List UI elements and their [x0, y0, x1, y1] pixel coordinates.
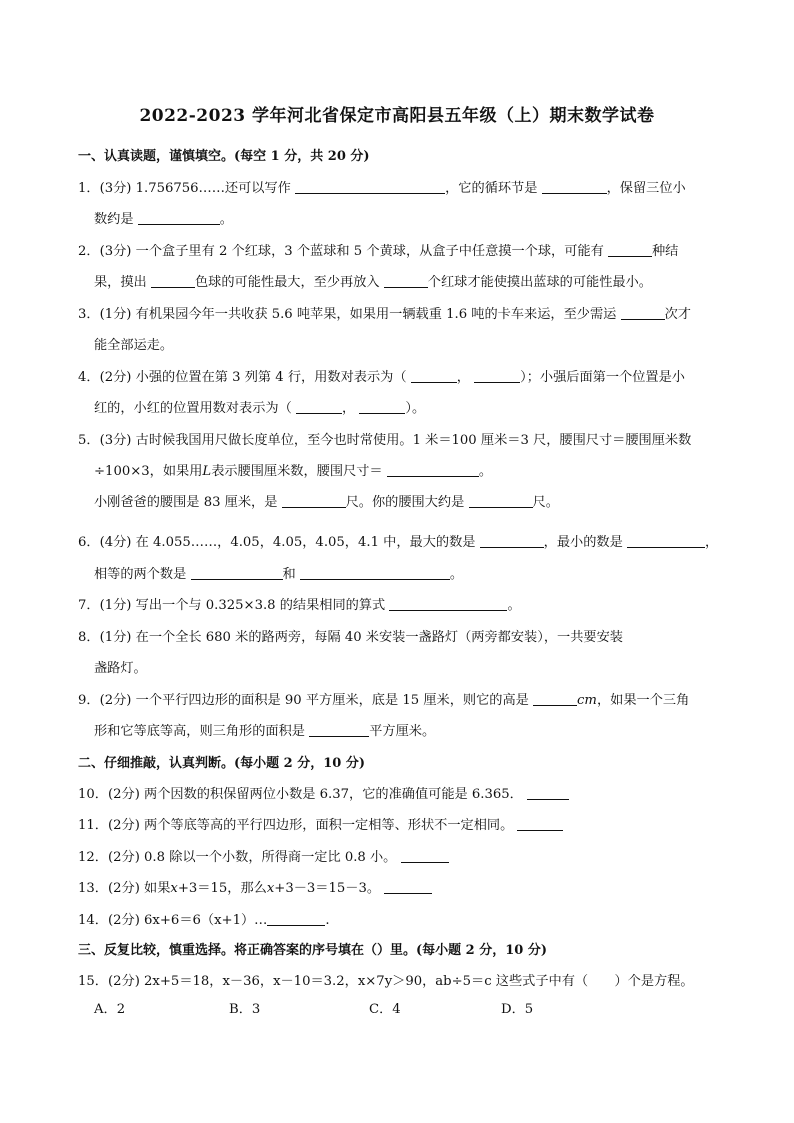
question-2: 2．(3分) 一个盒子里有 2 个红球，3 个蓝球和 5 个黄球，从盒子中任意摸一个球，可能有 种结 — [78, 244, 679, 259]
answer-blank[interactable] — [533, 692, 577, 706]
answer-blank[interactable] — [384, 274, 428, 288]
question-11: 11．(2分) 两个等底等高的平行四边形，面积一定相等、形状不一定相同。 — [78, 814, 728, 833]
answer-blank[interactable] — [387, 463, 479, 477]
question-6-cont: 相等的两个数是 和 。 — [94, 567, 464, 582]
answer-blank[interactable] — [138, 211, 220, 225]
answer-blank[interactable] — [309, 723, 369, 737]
answer-blank[interactable] — [517, 817, 563, 831]
question-7: 7．(1分) 写出一个与 0.325×3.8 的结果相同的算式 。 — [78, 598, 521, 613]
answer-blank[interactable] — [300, 566, 450, 580]
question-8-cont: 盏路灯。 — [94, 661, 147, 676]
question-5-cont: ÷100×3，如果用L表示腰围厘米数，腰围尺寸＝ 。 — [94, 464, 493, 479]
answer-blank[interactable] — [384, 880, 432, 894]
answer-blank[interactable] — [608, 243, 652, 257]
question-6: 6．(4分) 在 4.055……，4.05，4.05，4.05，4.1 中，最大的数是 ，最小的数是 ， — [78, 535, 719, 550]
answer-blank[interactable] — [542, 180, 607, 194]
answer-blank[interactable] — [621, 306, 665, 320]
question-10: 10．(2分) 两个因数的积保留两位小数是 6.37，它的准确值可能是 6.365． — [78, 783, 728, 802]
question-3-cont: 能全部运走。 — [94, 338, 174, 353]
option-a[interactable]: A．2 — [94, 1002, 126, 1017]
question-2-cont: 果，摸出 色球的可能性最大，至少再放入 个红球才能使摸出蓝球的可能性最小。 — [94, 275, 652, 290]
question-9: 9．(2分) 一个平行四边形的面积是 90 平方厘米，底是 15 厘米，则它的高是 cm，如果一个三角 — [78, 693, 690, 708]
question-1-cont: 数约是 。 — [94, 212, 233, 227]
page-title: 2022-2023 学年河北省保定市高阳县五年级（上）期末数学试卷 — [139, 106, 655, 126]
option-b[interactable]: B．3 — [229, 1002, 261, 1017]
question-4-cont: 红的，小红的位置用数对表示为（ ， ）。 — [94, 401, 426, 416]
answer-blank[interactable] — [411, 369, 457, 383]
section-heading-2: 二、仔细推敲，认真判断。(每小题 2 分，10 分) — [78, 756, 366, 771]
option-d[interactable]: D．5 — [501, 1002, 534, 1017]
question-14: 14．(2分) 6x+6＝6（x+1）… . — [78, 913, 330, 928]
question-4: 4．(2分) 小强的位置在第 3 列第 4 行，用数对表示为（ ， ）；小强后面第一个位置是小 — [78, 370, 685, 385]
answer-blank[interactable] — [627, 534, 705, 548]
answer-blank[interactable] — [191, 566, 283, 580]
answer-blank[interactable] — [389, 597, 507, 611]
answer-blank[interactable] — [151, 274, 195, 288]
answer-blank[interactable] — [282, 494, 346, 508]
question-1: 1．(3分) 1.756756……还可以写作 ，它的循环节是 ，保留三位小 — [78, 181, 686, 196]
answer-blank[interactable] — [295, 180, 445, 194]
question-15: 15．(2分) 2x+5＝18，x－36，x－10＝3.2，x×7y＞90，ab÷5＝c 这些式子中有（ ）个是方程。 — [78, 974, 694, 989]
answer-blank[interactable] — [480, 534, 544, 548]
question-9-cont: 形和它等底等高，则三角形的面积是 平方厘米。 — [94, 724, 436, 739]
answer-blank[interactable] — [359, 400, 405, 414]
question-8: 8．(1分) 在一个全长 680 米的路两旁，每隔 40 米安装一盏路灯（两旁都安装），一共要安装 — [78, 630, 623, 645]
answer-blank[interactable] — [401, 849, 449, 863]
option-c[interactable]: C．4 — [369, 1002, 401, 1017]
question-3: 3．(1分) 有机果园今年一共收获 5.6 吨苹果，如果用一辆载重 1.6 吨的卡车来运，至少需运 次才 — [78, 307, 691, 322]
question-5: 5．(3分) 古时候我国用尺做长度单位，至今也时常使用。1 米＝100 厘米＝3 尺，腰围尺寸＝腰围厘米数 — [78, 433, 692, 448]
answer-blank[interactable] — [474, 369, 520, 383]
answer-blank[interactable] — [296, 400, 342, 414]
question-12: 12．(2分) 0.8 除以一个小数，所得商一定比 0.8 小。 — [78, 846, 728, 865]
answer-blank[interactable] — [527, 786, 569, 800]
question-5-cont2: 小刚爸爸的腰围是 83 厘米，是 尺。你的腰围大约是 尺。 — [94, 495, 559, 510]
section-heading-3: 三、反复比较，慎重选择。将正确答案的序号填在（）里。(每小题 2 分，10 分) — [78, 943, 548, 958]
answer-blank[interactable] — [267, 912, 325, 926]
section-heading-1: 一、认真读题，谨慎填空。(每空 1 分，共 20 分) — [78, 149, 370, 164]
answer-blank[interactable] — [469, 494, 533, 508]
question-13: 13．(2分) 如果x+3＝15，那么x+3－3＝15－3。 — [78, 877, 728, 896]
